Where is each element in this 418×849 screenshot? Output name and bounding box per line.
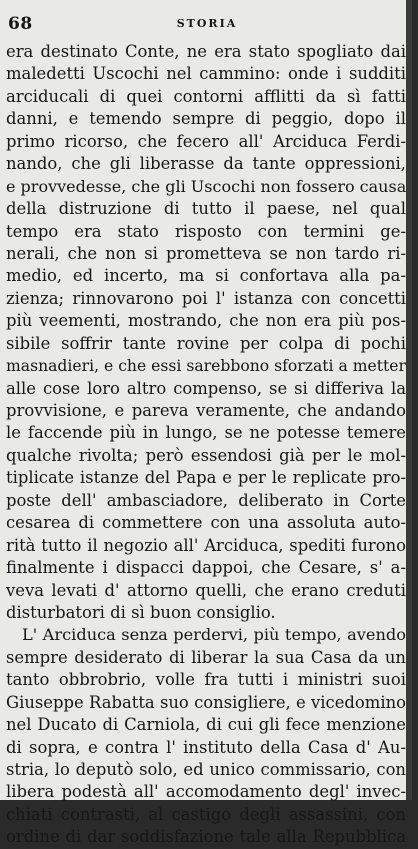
text-line: le faccende più in lungo, se ne potesse temere [6, 423, 406, 443]
text-line: danni, e temendo sempre di peggio, dopo il [6, 109, 406, 129]
text-line: maledetti Uscochi nel cammino: onde i sudditi [6, 64, 406, 84]
page-number: 68 [8, 14, 33, 34]
running-title: STORIA [176, 17, 238, 30]
text-line: Giuseppe Rabatta suo consigliere, e vicedomino [6, 692, 406, 712]
text-line: di sopra, e contra l' instituto della Casa d' Au- [6, 737, 406, 757]
text-line: tempo era stato risposto con termini ge- [6, 221, 406, 241]
page-edge-shadow [406, 0, 412, 800]
paragraph-end-line: disturbatori di sì buon consiglio. [6, 602, 276, 622]
paragraph-start-line: L' Arciduca senza perdervi, più tempo, avendo [22, 625, 406, 645]
text-line: masnadieri, e che essi sarebbono sforzati a metter [6, 357, 406, 376]
body-text [6, 41, 406, 849]
text-line: provvisione, e pareva veramente, che andando [6, 401, 406, 420]
text-line: nel Ducato di Carniola, di cui gli fece menzione [6, 715, 406, 735]
text-line: cesarea di commettere con una assoluta auto- [6, 513, 406, 533]
text-line: medio, ed incerto, ma si confortava alla pa- [6, 266, 406, 286]
text-line: chiati contrasti, al castigo degli assassini, con [6, 804, 406, 824]
text-line: qualche rivolta; però essendosi già per le mol- [6, 445, 406, 465]
text-line: arciducali di quei contorni afflitti da sì fatti [6, 86, 406, 106]
text-line: e provvedesse, che gli Uscochi non fossero causa [6, 176, 407, 196]
text-line: della distruzione di tutto il paese, nel qual [6, 199, 406, 219]
text-line: nando, che gli liberasse da tante oppressioni, [6, 154, 406, 174]
text-line: tiplicate istanze del Papa e per le replicate pro- [6, 468, 406, 488]
text-line: stria, lo deputò solo, ed unico commissario, con [6, 760, 406, 779]
text-line: rità tutto il negozio all' Arciduca, spediti furono [6, 535, 406, 555]
page-header [8, 14, 406, 36]
text-line: veva levati d' attorno quelli, che erano creduti [6, 580, 406, 600]
text-line: finalmente i dispacci dappoi, che Cesare, s' a- [6, 558, 406, 578]
text-line: sibile soffrir tante rovine per colpa di pochi [6, 333, 406, 353]
text-line: tanto obbrobrio, volle fra tutti i ministri suoi [6, 670, 406, 690]
text-line: zienza; rinnovarono poi l' istanza con concetti [6, 288, 406, 308]
text-line: era destinato Conte, ne era stato spogliato dai [6, 42, 406, 61]
text-line: libera podestà all' accomodamento degl' invec- [6, 782, 406, 802]
text-line: ordine di dar soddisfazione tale alla Repubblica [6, 827, 406, 847]
text-line: sempre desiderato di liberar la sua Casa da un [6, 647, 406, 667]
text-line: nerali, che non si prometteva se non tardo ri- [6, 243, 406, 263]
text-line: primo ricorso, che fecero all' Arciduca Ferdi- [6, 131, 406, 151]
text-line: poste dell' ambasciadore, deliberato in Corte [6, 490, 406, 510]
text-line: alle cose loro altro compenso, se si differiva la [6, 378, 406, 398]
text-line: più veementi, mostrando, che non era più pos- [6, 311, 406, 331]
